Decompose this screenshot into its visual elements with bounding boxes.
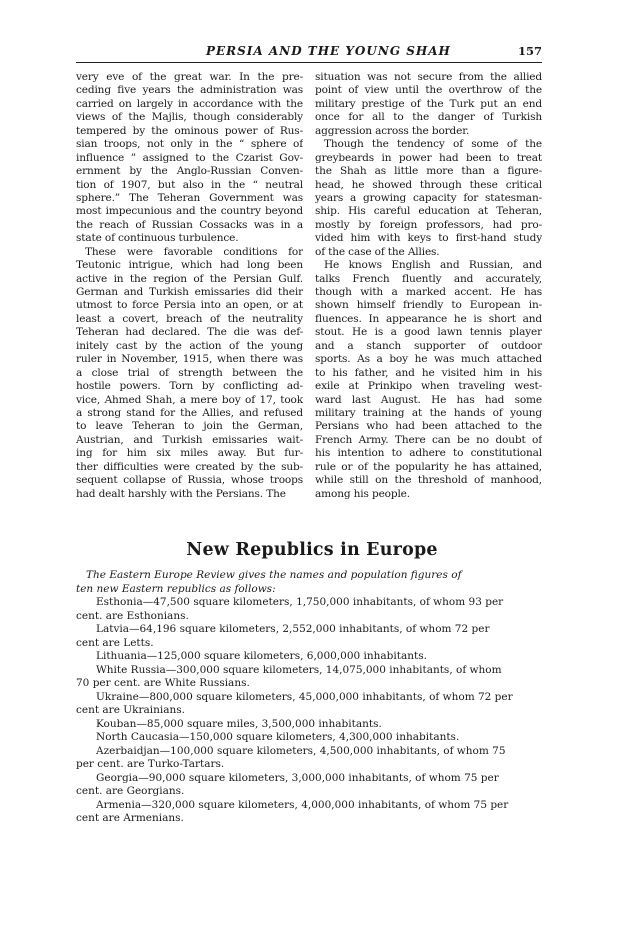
page-number: 157 (517, 44, 542, 58)
entry-line: Lithuania—125,000 square kilometers, 6,000,000 inhabitants. (96, 650, 427, 662)
text-line: French Army. There can be no doubt of (315, 433, 542, 446)
text-line: Teutonic intrigue, which had long been (76, 259, 303, 272)
entry-line: Esthonia—47,500 square kilometers, 1,750,000 inhabitants, of whom 93 per (96, 596, 504, 608)
text-line: rule or of the popularity he has attained, (315, 460, 542, 473)
entry-line: Armenia—320,000 square kilometers, 4,000,000 inhabitants, of whom 75 per (96, 798, 509, 811)
entry-line: Kouban—85,000 square miles, 3,500,000 inhabitants. (96, 717, 382, 730)
text-line: vice, Ahmed Shah, a mere boy of 17, took (76, 393, 303, 406)
text-line: hostile powers. Torn by conflicting ad- (76, 380, 303, 393)
entry-line: Azerbaidjan—100,000 square kilometers, 4,500,000 inhabitants, of whom 75 (96, 744, 506, 757)
text-line: sian troops, not only in the “ sphere of (76, 138, 303, 151)
text-line: Though the tendency of some of the (324, 138, 542, 151)
text-line: ship. His careful education at Teheran, (315, 205, 542, 218)
text-line: tempered by the ominous power of Rus- (76, 124, 303, 137)
entry-line: Ukraine—800,000 square kilometers, 45,000,000 inhabitants, of whom 72 per (96, 690, 513, 703)
text-line: while still on the threshold of manhood, (315, 474, 542, 487)
text-line: ernment by the Anglo-Russian Conven- (76, 165, 303, 178)
entry-line: 70 per cent. are White Russians. (76, 677, 250, 689)
republic-entry (76, 596, 546, 623)
text-line: the reach of Russian Cossacks was in a (76, 218, 303, 231)
text-line: among his people. (315, 487, 410, 500)
intro-line: The Eastern Europe Review gives the names and population figures of (86, 569, 462, 581)
text-line: of the case of the Allies. (315, 245, 440, 258)
text-line: carried on largely in accordance with the (76, 97, 303, 110)
text-line: most impecunious and the country beyond (76, 205, 303, 218)
republic-entry (86, 650, 546, 664)
text-line: state of continuous turbulence. (76, 232, 239, 245)
entry-line: White Russia—300,000 square kilometers, 14,075,000 inhabitants, of whom (96, 663, 502, 676)
text-line: military prestige of the Turk put an end (315, 97, 542, 110)
text-line: Persians who had been attached to the (315, 420, 542, 433)
text-line: Teheran had declared. The die was def- (76, 326, 303, 339)
entry-line: Georgia—90,000 square kilometers, 3,000,000 inhabitants, of whom 75 per (96, 771, 499, 784)
entry-line: cent are Armenians. (76, 812, 184, 824)
text-line: a strong stand for the Allies, and refused (76, 406, 303, 419)
text-line: shown himself friendly to European in- (315, 299, 542, 312)
text-line: once for all to the danger of Turkish (315, 111, 542, 124)
text-line: the Shah as little more than a figure- (315, 165, 542, 178)
text-line: military training at the hands of young (315, 406, 542, 419)
text-line: initely cast by the action of the young (76, 339, 303, 352)
text-line: a close trial of strength between the (76, 366, 303, 379)
entries (76, 596, 546, 826)
text-line: ther difficulties were created by the sub- (76, 460, 303, 473)
left-column (76, 71, 303, 501)
entry-line: Latvia—64,196 square kilometers, 2,552,000 inhabitants, of whom 72 per (96, 623, 490, 635)
text-line: though with a marked accent. He has (315, 286, 542, 298)
republic-entry (76, 623, 546, 650)
section-title: New Republics in Europe (186, 540, 438, 560)
entry-line: cent are Ukrainians. (76, 704, 185, 716)
text-line: influence ” assigned to the Czarist Gov- (76, 151, 303, 164)
intro-line: ten new Eastern republics as follows: (76, 582, 276, 595)
text-line: head, he showed through these critical (315, 178, 542, 191)
text-line: views of the Majlis, though considerably (76, 111, 303, 124)
entry-line: cent are Letts. (76, 636, 154, 649)
text-line: aggression across the border. (315, 124, 470, 137)
republic-entry (76, 690, 546, 718)
text-line: greybeards in power had been to treat (315, 151, 542, 164)
entry-line: North Caucasia—150,000 square kilometers, 4,300,000 inhabitants. (96, 731, 460, 743)
text-line: He knows English and Russian, and (324, 259, 542, 272)
text-line: exile at Prinkipo when traveling west- (315, 380, 542, 393)
entry-line: per cent. are Turko-Tartars. (76, 758, 225, 770)
text-line: sequent collapse of Russia, whose troops (76, 474, 303, 487)
text-line: and a stanch supporter of outdoor (315, 339, 542, 352)
republic-entry (76, 771, 546, 799)
text-line: to his father, and he visited him in his (315, 366, 542, 379)
text-line: ruler in November, 1915, when there was (76, 353, 303, 366)
republic-entry (76, 744, 546, 772)
right-column (315, 71, 542, 501)
text-line: active in the region of the Persian Gulf. (76, 272, 303, 285)
header-rule (76, 62, 542, 63)
text-line: Austrian, and Turkish emissaries wait- (76, 433, 303, 446)
text-line: stout. He is a good lawn tennis player (315, 326, 542, 339)
text-line: ward last August. He has had some (315, 393, 542, 406)
running-title: PERSIA AND THE YOUNG SHAH (206, 44, 451, 58)
republic-entry (86, 718, 546, 732)
republic-entry (76, 798, 546, 826)
text-line: talks French fluently and accurately, (315, 272, 542, 285)
republics-list (76, 569, 546, 826)
text-line: situation was not secure from the allied (315, 71, 542, 83)
text-line: sphere.” The Teheran Government was (76, 191, 303, 204)
text-line: ceding five years the administration was (76, 84, 303, 97)
running-header (76, 44, 542, 62)
text-line: sports. As a boy he was much attached (315, 353, 542, 366)
text-line: mostly by foreign professors, had pro- (315, 218, 542, 231)
text-line: years a growing capacity for statesman- (315, 191, 542, 204)
text-line: very eve of the great war. In the pre- (76, 71, 303, 83)
text-line: had dealt harshly with the Persians. The (76, 487, 286, 500)
text-line: These were favorable conditions for (85, 245, 303, 258)
text-line: ing for him six miles away. But fur- (76, 447, 303, 460)
text-line: fluences. In appearance he is short and (315, 312, 542, 325)
entry-line: cent. are Georgians. (76, 785, 185, 797)
text-line: point of view until the overthrow of the (315, 84, 542, 97)
entry-line: cent. are Esthonians. (76, 609, 189, 622)
text-line: utmost to force Persia into an open, or at (76, 299, 303, 312)
text-line: German and Turkish emissaries did their (76, 286, 303, 298)
republic-entry (76, 663, 546, 691)
text-line: his intention to adhere to constitutional (315, 447, 542, 460)
text-line: vided him with keys to first-hand study (315, 232, 542, 245)
text-line: to leave Teheran to join the German, (76, 420, 303, 433)
text-line: tion of 1907, but also in the “ neutral (76, 178, 303, 191)
text-line: least a covert, breach of the neutrality (76, 312, 303, 325)
republic-entry (86, 731, 546, 745)
